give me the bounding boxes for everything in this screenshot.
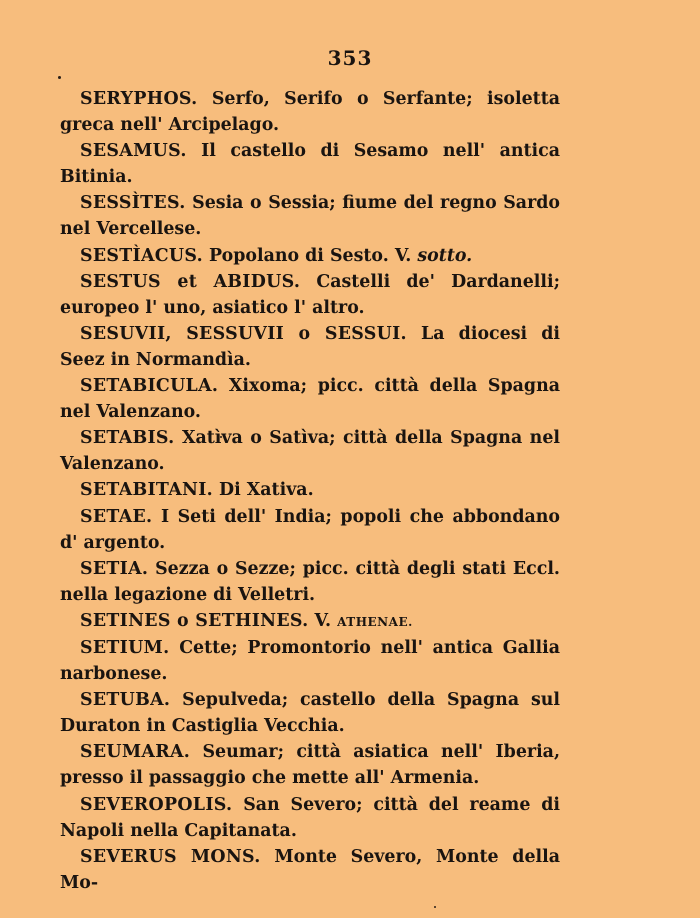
page-number: 353 bbox=[327, 46, 373, 70]
entry-cross-reference: ATHENAE. bbox=[337, 614, 413, 629]
entry bbox=[60, 477, 560, 503]
entry-definition: V. bbox=[308, 610, 338, 631]
entry-definition: Cette; Promontorio nell' antica Gallia narbonese. bbox=[60, 637, 560, 685]
ink-speck bbox=[434, 906, 436, 908]
entry-headword: SEUMARA. bbox=[80, 742, 191, 763]
entry-definition: Xixoma; picc. città della Spagna nel Valenzano. bbox=[60, 376, 560, 423]
entry bbox=[60, 687, 560, 739]
entry bbox=[60, 739, 560, 791]
entry-headword: SETABICULA. bbox=[80, 376, 219, 397]
entry-headword: SETABIS. bbox=[80, 428, 175, 449]
entry bbox=[60, 844, 560, 896]
entry bbox=[60, 504, 560, 556]
entry-definition: Monte Severo, Monte della Mo- bbox=[60, 846, 561, 893]
entry bbox=[60, 321, 560, 373]
entry-definition: I Seti dell' India; popoli che abbondano d' argento. bbox=[60, 506, 560, 553]
entry bbox=[60, 269, 560, 321]
entry-headword: SETIUM. bbox=[80, 637, 170, 658]
entry-definition: Castelli de' Dardanelli; europeo l' uno, asiatico l' altro. bbox=[60, 271, 560, 318]
entry-headword: SETINES o SETHINES. bbox=[80, 610, 309, 631]
entry-definition: La diocesi di Seez in Normandìa. bbox=[60, 323, 561, 370]
entry-headword: SESTÌACUS. bbox=[80, 245, 203, 266]
dictionary-text bbox=[60, 86, 560, 896]
entry-headword: SETUBA. bbox=[80, 690, 171, 711]
entry-headword: SESSÌTES. bbox=[80, 193, 186, 214]
entry-definition: Popolano di Sesto. V. bbox=[202, 245, 418, 266]
entry bbox=[60, 243, 560, 269]
entry bbox=[60, 608, 560, 635]
entry bbox=[60, 635, 560, 687]
entry-headword: SETABITANI. bbox=[80, 480, 213, 501]
entry-definition: Serfo, Serifo o Serfante; isoletta greca nell' Arcipelago. bbox=[60, 89, 560, 136]
entry bbox=[60, 86, 560, 138]
entry-headword: SESTUS et ABIDUS. bbox=[80, 271, 301, 292]
entry-headword: SEVERUS MONS. bbox=[80, 846, 261, 867]
entry-definition: Xatìva o Satìva; città della Spagna nel Valenzano. bbox=[60, 428, 560, 475]
entry bbox=[60, 425, 560, 477]
entry bbox=[60, 190, 560, 242]
entry bbox=[60, 373, 560, 425]
entry-headword: SESUVII, SESSUVII o SESSUI. bbox=[80, 323, 407, 344]
entry-definition: Sepulveda; castello della Spagna sul Duraton in Castiglia Vecchia. bbox=[60, 690, 560, 737]
entry-headword: SEVEROPOLIS. bbox=[80, 794, 233, 815]
entry-definition: Di Xativa. bbox=[213, 480, 314, 501]
entry-definition: San Severo; città del reame di Napoli nella Capitanata. bbox=[60, 794, 560, 841]
entry-headword: SESAMUS. bbox=[80, 141, 187, 162]
ink-speck bbox=[58, 76, 61, 79]
entry bbox=[60, 556, 560, 608]
entry-headword: SETAE. bbox=[80, 506, 153, 527]
entry-definition: Sesia o Sessia; fiume del regno Sardo nel Vercellese. bbox=[60, 193, 560, 240]
entry bbox=[60, 138, 560, 190]
entry bbox=[60, 792, 560, 844]
entry-definition: Il castello di Sesamo nell' antica Bitinia. bbox=[60, 141, 560, 188]
entry-definition: Seumar; città asiatica nell' Iberia, presso il passaggio che mette all' Armenia. bbox=[60, 742, 560, 789]
entry-headword: SERYPHOS. bbox=[80, 89, 198, 109]
entry-cross-reference: sotto. bbox=[417, 245, 473, 266]
entry-definition: Sezza o Sezze; picc. città degli stati Eccl. nella legazione di Velletri. bbox=[60, 558, 560, 605]
entry-headword: SETIA. bbox=[80, 558, 149, 579]
